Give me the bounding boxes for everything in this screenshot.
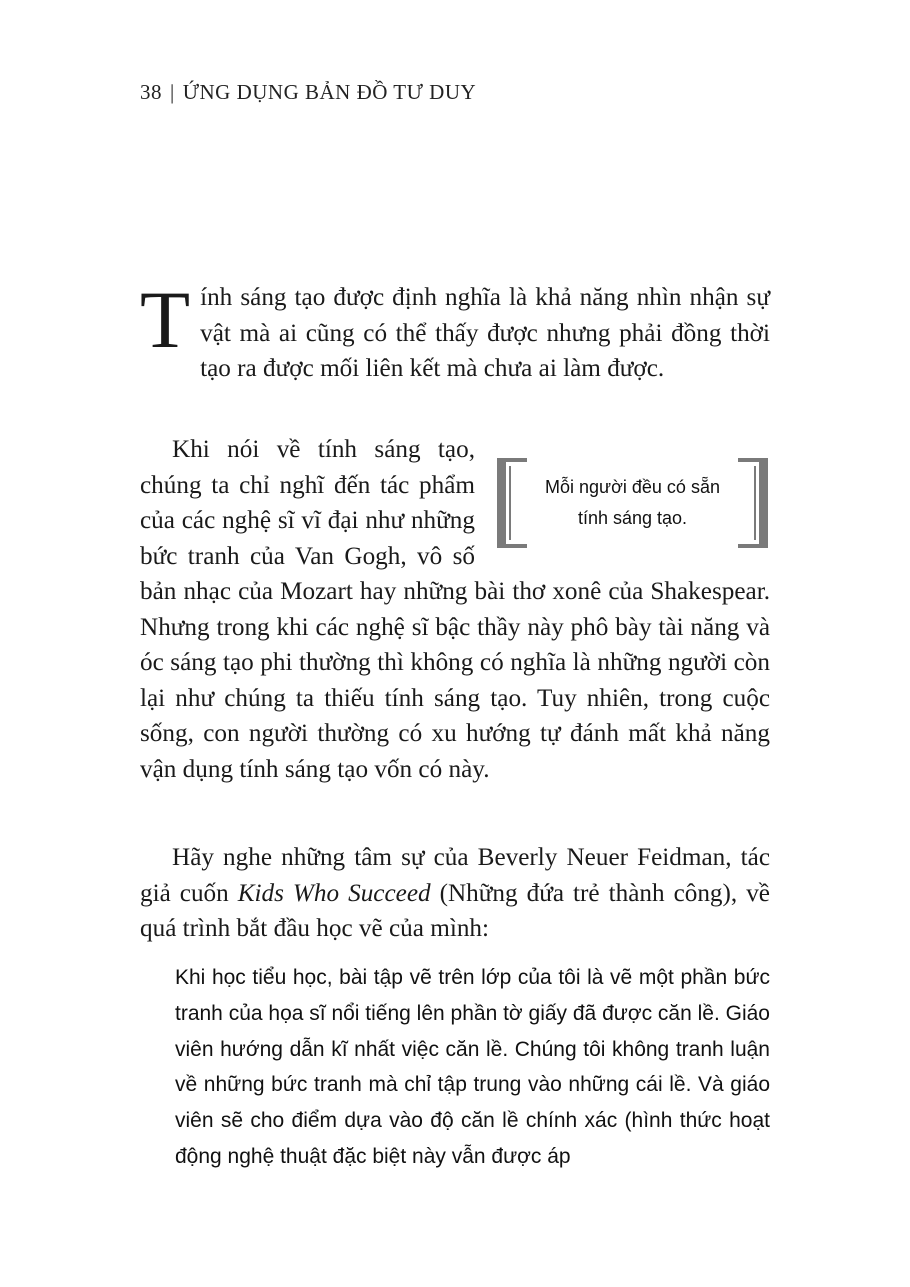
- paragraph-1: [140, 274, 770, 387]
- paragraph-3-text-start: Hãy nghe những tâm sự của Beverly Neuer Feidman, tác giả cuốn: [140, 844, 770, 907]
- page-number: 38: [140, 80, 162, 104]
- pull-quote: [495, 458, 770, 550]
- paragraph-3: [140, 840, 770, 947]
- left-bracket-decoration: [497, 458, 527, 548]
- book-title: ỨNG DỤNG BẢN ĐỒ TƯ DUY: [182, 80, 477, 104]
- paragraph-1-text: ính sáng tạo được định nghĩa là khả năng nhìn nhận sự vật mà ai cũng có thể thấy được nhưng phải đồng thời tạo ra được mối liên kết mà chưa ai làm được.: [200, 284, 770, 382]
- paragraph-3-text-end: (Những đứa trẻ thành công), về quá trình bắt đầu học vẽ của mình:: [140, 879, 770, 942]
- pull-quote-text: Mỗi người đều có sẵn tính sáng tạo.: [545, 477, 720, 528]
- paragraph-2: [140, 432, 770, 787]
- block-quotation: Khi học tiểu học, bài tập vẽ trên lớp của tôi là vẽ một phần bức tranh của họa sĩ nổi tiếng lên phần tờ giấy đã được căn lề. Giáo viên hướng dẫn kĩ nhất việc căn lề. Chúng tôi không tranh luận về những bức tranh mà chỉ tập trung vào những cái lề. Và giáo viên sẽ cho điểm dựa vào độ căn lề chính xác (hình thức hoạt động nghệ thuật đặc biệt này vẫn được áp: [175, 966, 770, 1168]
- paragraph-2-text: Khi nói về tính sáng tạo, chúng ta chỉ nghĩ đến tác phẩm của các nghệ sĩ vĩ đại như những bức tranh của Van Gogh, vô số bản nhạc của Mozart hay những bài thơ xonê của Shakespear. Nhưng trong khi các nghệ sĩ bậc thầy này phô bày tài năng và óc sáng tạo phi thường thì không có nghĩa là những người còn lại như chúng ta thiếu tính sáng tạo. Tuy nhiên, trong cuộc sống, con người thường có xu hướng tự đánh mất khả năng vận dụng tính sáng tạo vốn có này.: [140, 436, 770, 783]
- header-separator: |: [170, 80, 175, 104]
- right-bracket-decoration: [738, 458, 768, 548]
- drop-cap: T: [140, 274, 191, 365]
- book-title-italic: Kids Who Succeed: [237, 879, 431, 907]
- running-header: [140, 80, 476, 105]
